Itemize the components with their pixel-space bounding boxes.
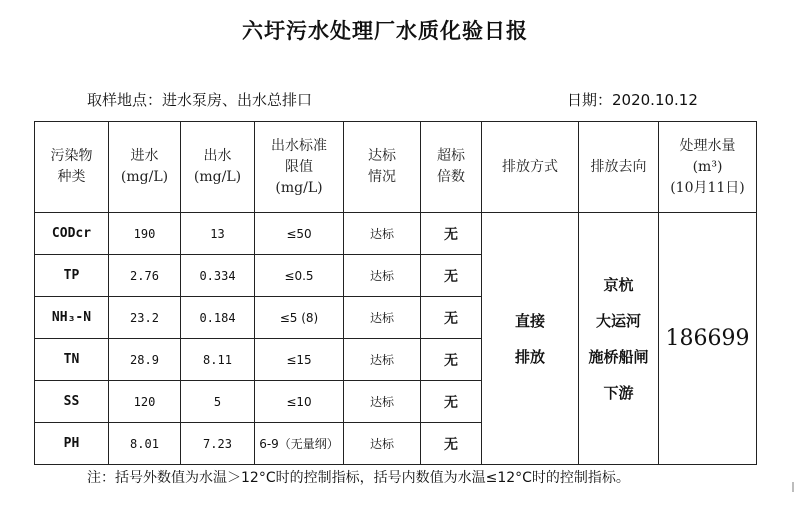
header-influent-line1: 进水 [130, 148, 159, 164]
pollutant-name: PH [35, 423, 109, 465]
effluent-value: 8.11 [181, 339, 255, 381]
standard-limit: ≤5 (8) [255, 297, 344, 339]
influent-value: 120 [109, 381, 181, 423]
discharge-dest-line1: 京杭 [603, 275, 634, 294]
exceed-multiple: 无 [421, 297, 482, 339]
compliance-status: 达标 [344, 213, 421, 255]
footnote: 注：括号外数值为水温＞12°C时的控制指标，括号内数值为水温≤12°C时的控制指标。 [87, 470, 630, 486]
standard-limit: ≤15 [255, 339, 344, 381]
sampling-location: 取样地点：进水泵房、出水总排口 [87, 91, 313, 109]
header-exceed-line1: 超标 [437, 148, 465, 164]
header-pollutant-line2: 种类 [57, 169, 86, 185]
effluent-value: 13 [181, 213, 255, 255]
header-pollutant [35, 122, 109, 213]
exceed-multiple: 无 [421, 381, 482, 423]
header-exceed [421, 122, 482, 213]
influent-value: 190 [109, 213, 181, 255]
pollutant-name: TP [35, 255, 109, 297]
header-standard-line2: 限值 [285, 158, 313, 175]
compliance-status: 达标 [344, 339, 421, 381]
report-date: 日期：2020.10.12 [567, 91, 698, 109]
pollutant-name: CODcr [35, 213, 109, 255]
header-volume-line1: 处理水量 [679, 137, 736, 154]
header-standard [255, 122, 344, 213]
report-title: 六圩污水处理厂水质化验日报 [242, 19, 528, 43]
pollutant-name: TN [35, 339, 109, 381]
header-compliance-line2: 情况 [368, 169, 396, 185]
discharge-dest-line3: 施桥船闸 [588, 347, 649, 366]
header-effluent [181, 122, 255, 213]
compliance-status: 达标 [344, 255, 421, 297]
compliance-status: 达标 [344, 297, 421, 339]
exceed-multiple: 无 [421, 213, 482, 255]
header-effluent-line1: 出水 [203, 148, 232, 164]
exceed-multiple: 无 [421, 423, 482, 465]
influent-value: 8.01 [109, 423, 181, 465]
header-discharge-method: 排放方式 [482, 122, 579, 213]
header-volume-line2: (m³) [692, 158, 723, 175]
influent-value: 23.2 [109, 297, 181, 339]
influent-value: 2.76 [109, 255, 181, 297]
compliance-status: 达标 [344, 381, 421, 423]
standard-limit: 6-9（无量纲） [255, 423, 344, 465]
header-discharge-dest: 排放去向 [579, 122, 659, 213]
header-compliance [344, 122, 421, 213]
effluent-value: 7.23 [181, 423, 255, 465]
effluent-value: 0.334 [181, 255, 255, 297]
discharge-dest-line4: 下游 [603, 383, 634, 402]
discharge-destination [579, 213, 659, 465]
influent-value: 28.9 [109, 339, 181, 381]
exceed-multiple: 无 [421, 255, 482, 297]
pollutant-name: NH₃-N [35, 297, 109, 339]
water-quality-table [34, 121, 757, 465]
header-influent-line2: (mg/L) [120, 169, 169, 185]
pollutant-name: SS [35, 381, 109, 423]
header-influent [109, 122, 181, 213]
effluent-value: 5 [181, 381, 255, 423]
discharge-method-line1: 直接 [514, 311, 545, 330]
standard-limit: ≤10 [255, 381, 344, 423]
header-volume-line3: (10月11日) [670, 179, 745, 196]
header-pollutant-line1: 污染物 [50, 148, 93, 164]
exceed-multiple: 无 [421, 339, 482, 381]
header-compliance-line1: 达标 [368, 148, 396, 164]
compliance-status: 达标 [344, 423, 421, 465]
discharge-method-line2: 排放 [514, 347, 545, 366]
table-row [35, 213, 757, 255]
treated-volume: 186699 [659, 213, 757, 465]
header-standard-line1: 出水标准 [271, 137, 327, 154]
effluent-value: 0.184 [181, 297, 255, 339]
table-header-row [35, 122, 757, 213]
standard-limit: ≤0.5 [255, 255, 344, 297]
header-volume [659, 122, 757, 213]
header-exceed-line2: 倍数 [437, 169, 465, 185]
header-standard-line3: (mg/L) [275, 179, 323, 196]
discharge-method [482, 213, 579, 465]
header-effluent-line2: (mg/L) [193, 169, 242, 185]
edge-divider [792, 482, 794, 492]
standard-limit: ≤50 [255, 213, 344, 255]
discharge-dest-line2: 大运河 [595, 311, 641, 330]
